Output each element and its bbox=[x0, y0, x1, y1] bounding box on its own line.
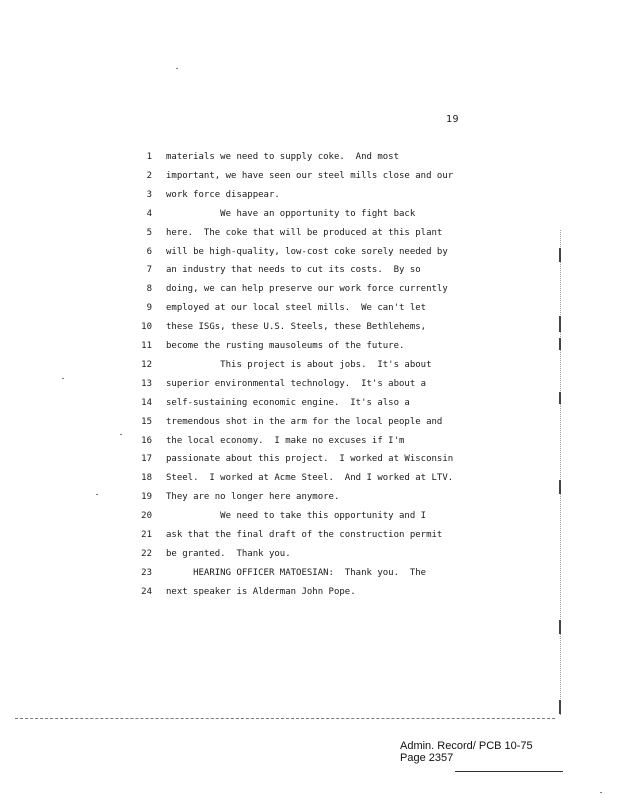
line-text: HEARING OFFICER MATOESIAN: Thank you. The bbox=[166, 567, 427, 578]
line-text: doing, we can help preserve our work force currently bbox=[166, 284, 448, 295]
line-text: be granted. Thank you. bbox=[166, 548, 291, 559]
line-text: will be high-quality, low-cost coke sorely needed by bbox=[166, 246, 448, 257]
line-number: 15 bbox=[141, 416, 152, 427]
line-number: 17 bbox=[141, 454, 152, 465]
scan-speck bbox=[96, 494, 98, 495]
line-text: We need to take this opportunity and I bbox=[166, 511, 427, 522]
line-number: 18 bbox=[141, 473, 152, 484]
line-number: 21 bbox=[141, 530, 152, 540]
transcript-line bbox=[0, 282, 618, 298]
transcript-line bbox=[0, 528, 618, 544]
scan-speck bbox=[176, 68, 178, 69]
line-text: here. The coke that will be produced at this plant bbox=[166, 227, 443, 238]
transcript-line bbox=[0, 547, 618, 563]
transcript-line bbox=[0, 490, 618, 506]
stamp-rule bbox=[455, 771, 563, 772]
line-number: 11 bbox=[141, 341, 152, 351]
line-number: 24 bbox=[141, 586, 152, 597]
record-stamp bbox=[400, 740, 533, 764]
line-text: tremendous shot in the arm for the local people and bbox=[166, 416, 443, 427]
margin-mark bbox=[559, 480, 561, 494]
transcript-line bbox=[0, 452, 618, 468]
line-number: 8 bbox=[146, 284, 152, 295]
line-number: 19 bbox=[141, 492, 152, 503]
line-text: passionate about this project. I worked at Wisconsin bbox=[166, 454, 454, 465]
transcript-line bbox=[0, 358, 618, 374]
record-id: Admin. Record/ PCB 10-75 bbox=[400, 740, 533, 752]
scan-speck bbox=[120, 434, 122, 435]
record-page: Page 2357 bbox=[400, 752, 454, 764]
margin-mark bbox=[559, 620, 561, 634]
line-number: 4 bbox=[146, 208, 152, 219]
line-text: This project is about jobs. It's about bbox=[166, 359, 432, 370]
bottom-rule bbox=[15, 718, 555, 719]
line-text: self-sustaining economic engine. It's also a bbox=[166, 397, 410, 408]
line-text: Steel. I worked at Acme Steel. And I worked at LTV. bbox=[166, 473, 454, 484]
line-text: We have an opportunity to fight back bbox=[166, 208, 416, 219]
line-text: these ISGs, these U.S. Steels, these Bethlehems, bbox=[166, 322, 427, 333]
line-text: become the rusting mausoleums of the future. bbox=[166, 341, 405, 351]
line-number: 3 bbox=[146, 189, 152, 200]
transcript-line bbox=[0, 150, 618, 166]
margin-mark bbox=[559, 392, 561, 404]
transcript-line bbox=[0, 434, 618, 450]
line-number: 1 bbox=[146, 152, 152, 162]
transcript-line bbox=[0, 207, 618, 223]
line-text: ask that the final draft of the construction permit bbox=[166, 530, 443, 540]
transcript-line bbox=[0, 509, 618, 525]
line-number: 12 bbox=[141, 359, 152, 370]
line-number: 23 bbox=[141, 567, 152, 578]
margin-mark bbox=[559, 316, 561, 332]
line-number: 7 bbox=[146, 265, 152, 276]
line-text: important, we have seen our steel mills close and our bbox=[166, 170, 454, 181]
line-text: work force disappear. bbox=[166, 189, 280, 200]
margin-rule bbox=[560, 230, 562, 715]
scan-speck bbox=[62, 378, 64, 379]
line-number: 22 bbox=[141, 548, 152, 559]
line-number: 14 bbox=[141, 397, 152, 408]
line-text: They are no longer here anymore. bbox=[166, 492, 340, 503]
line-number: 13 bbox=[141, 378, 152, 389]
line-text: an industry that needs to cut its costs. By so bbox=[166, 265, 421, 276]
transcript-line bbox=[0, 585, 618, 601]
line-text: next speaker is Alderman John Pope. bbox=[166, 586, 356, 597]
line-number: 2 bbox=[146, 170, 152, 181]
margin-mark bbox=[559, 700, 561, 714]
line-text: materials we need to supply coke. And most bbox=[166, 152, 399, 162]
line-text: the local economy. I make no excuses if I'm bbox=[166, 435, 405, 446]
margin-mark bbox=[559, 338, 561, 350]
line-number: 16 bbox=[141, 435, 152, 446]
transcript-line bbox=[0, 377, 618, 393]
transcript-line bbox=[0, 396, 618, 412]
transcript-line bbox=[0, 471, 618, 487]
line-number: 20 bbox=[141, 511, 152, 522]
transcript-line bbox=[0, 301, 618, 317]
transcript-line bbox=[0, 566, 618, 582]
transcript-line bbox=[0, 169, 618, 185]
line-number: 6 bbox=[146, 246, 152, 257]
transcript-line bbox=[0, 415, 618, 431]
line-number: 10 bbox=[141, 322, 152, 333]
transcript-line bbox=[0, 339, 618, 355]
margin-mark bbox=[559, 248, 561, 262]
transcript-line bbox=[0, 245, 618, 261]
transcript-line bbox=[0, 320, 618, 336]
scan-speck bbox=[600, 792, 602, 793]
transcript-line bbox=[0, 226, 618, 242]
transcript-line bbox=[0, 188, 618, 204]
line-number: 5 bbox=[146, 227, 152, 238]
page-number: 19 bbox=[446, 114, 460, 125]
line-text: superior environmental technology. It's about a bbox=[166, 378, 427, 389]
line-number: 9 bbox=[146, 303, 152, 314]
transcript-line bbox=[0, 263, 618, 279]
line-text: employed at our local steel mills. We can't let bbox=[166, 303, 427, 314]
